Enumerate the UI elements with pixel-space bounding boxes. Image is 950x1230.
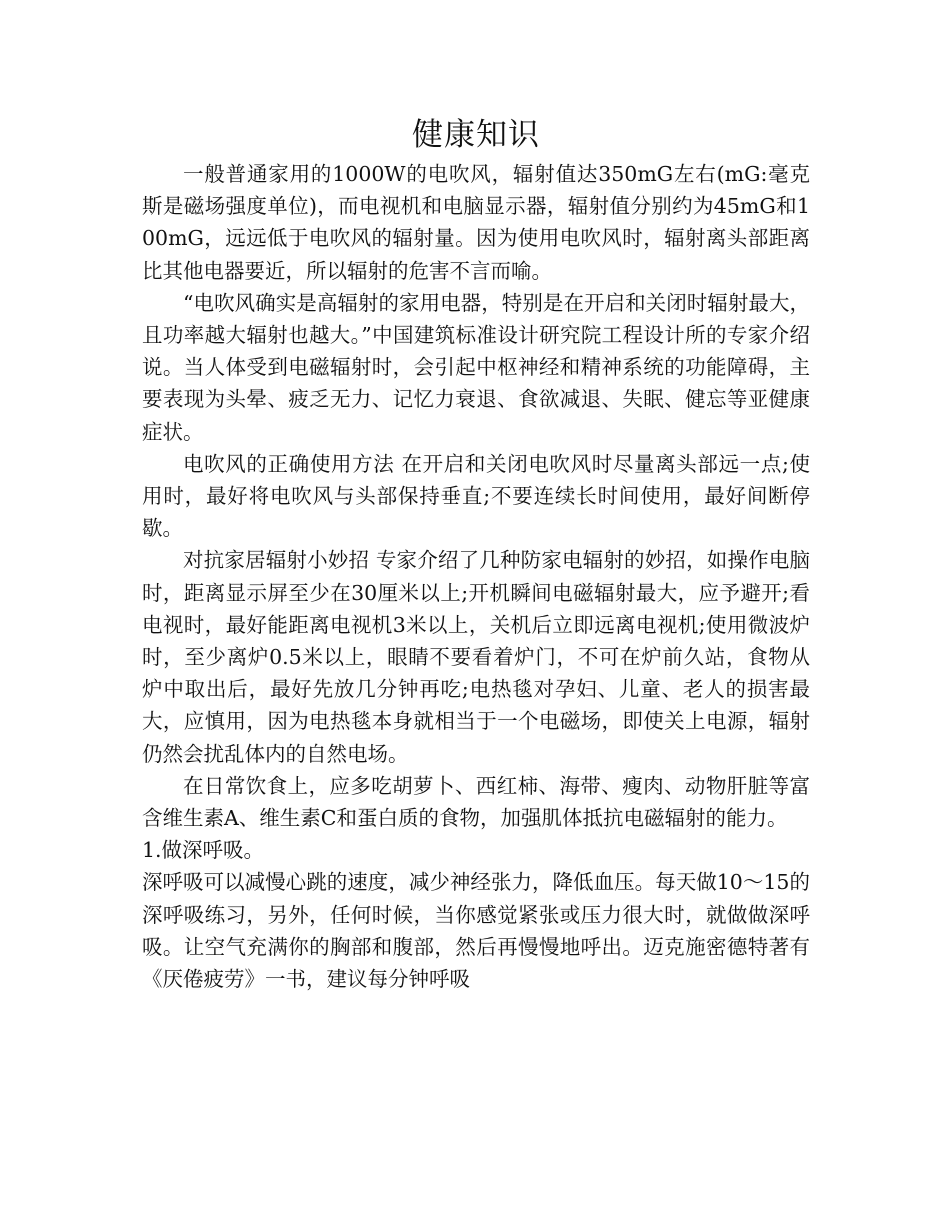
paragraph-correct-usage: 电吹风的正确使用方法 在开启和关闭电吹风时尽量离头部远一点;使用时，最好将电吹风与头部保持垂直;不要连续长时间使用，最好间断停歇。 bbox=[142, 451, 810, 541]
list-heading-deep-breathing: 1.做深呼吸。 bbox=[142, 838, 265, 863]
paragraph-anti-radiation-tips: 对抗家居辐射小妙招 专家介绍了几种防家电辐射的妙招，如操作电脑时，距离显示屏至少在30厘米以上;开机瞬间电磁辐射最大，应予避开;看电视时，最好能距离电视机3米以上，关机后立即远离电视机;使用微波炉时，至少离炉0.5米以上，眼睛不要看着炉门，不可在炉前久站，食物从炉中取出后，最好先放几分钟再吃;电热毯对孕妇、儿童、老人的损害最大，应慎用，因为电热毯本身就相当于一个电磁场，即使关上电源，辐射仍然会扰乱体内的自然电场。 bbox=[142, 548, 810, 766]
paragraph-diet: 在日常饮食上，应多吃胡萝卜、西红柿、海带、瘦肉、动物肝脏等富含维生素A、维生素C和蛋白质的食物，加强肌体抵抗电磁辐射的能力。 bbox=[142, 773, 810, 831]
paragraph-hairdryer-radiation: 一般普通家用的1000W的电吹风，辐射值达350mG左右(mG:毫克斯是磁场强度单位)，而电视机和电脑显示器，辐射值分别约为45mG和100mG，远远低于电吹风的辐射量。因为使用电吹风时，辐射离头部距离比其他电器要近，所以辐射的危害不言而喻。 bbox=[142, 162, 810, 283]
document-page bbox=[142, 112, 810, 995]
document-title: 健康知识 bbox=[412, 117, 540, 153]
paragraph-deep-breathing: 深呼吸可以减慢心跳的速度，减少神经张力，降低血压。每天做10～15的深呼吸练习，另外，任何时候，当你感觉紧张或压力很大时，就做做深呼吸。让空气充满你的胸部和腹部，然后再慢慢地呼出。迈克施密德特著有《厌倦疲劳》一书，建议每分钟呼吸 bbox=[142, 870, 810, 992]
paragraph-expert-quote: “电吹风确实是高辐射的家用电器，特别是在开启和关闭时辐射最大，且功率越大辐射也越大。”中国建筑标准设计研究院工程设计所的专家介绍说。当人体受到电磁辐射时，会引起中枢神经和精神系统的功能障碍，主要表现为头晕、疲乏无力、记忆力衰退、食欲减退、失眠、健忘等亚健康症状。 bbox=[142, 290, 810, 444]
